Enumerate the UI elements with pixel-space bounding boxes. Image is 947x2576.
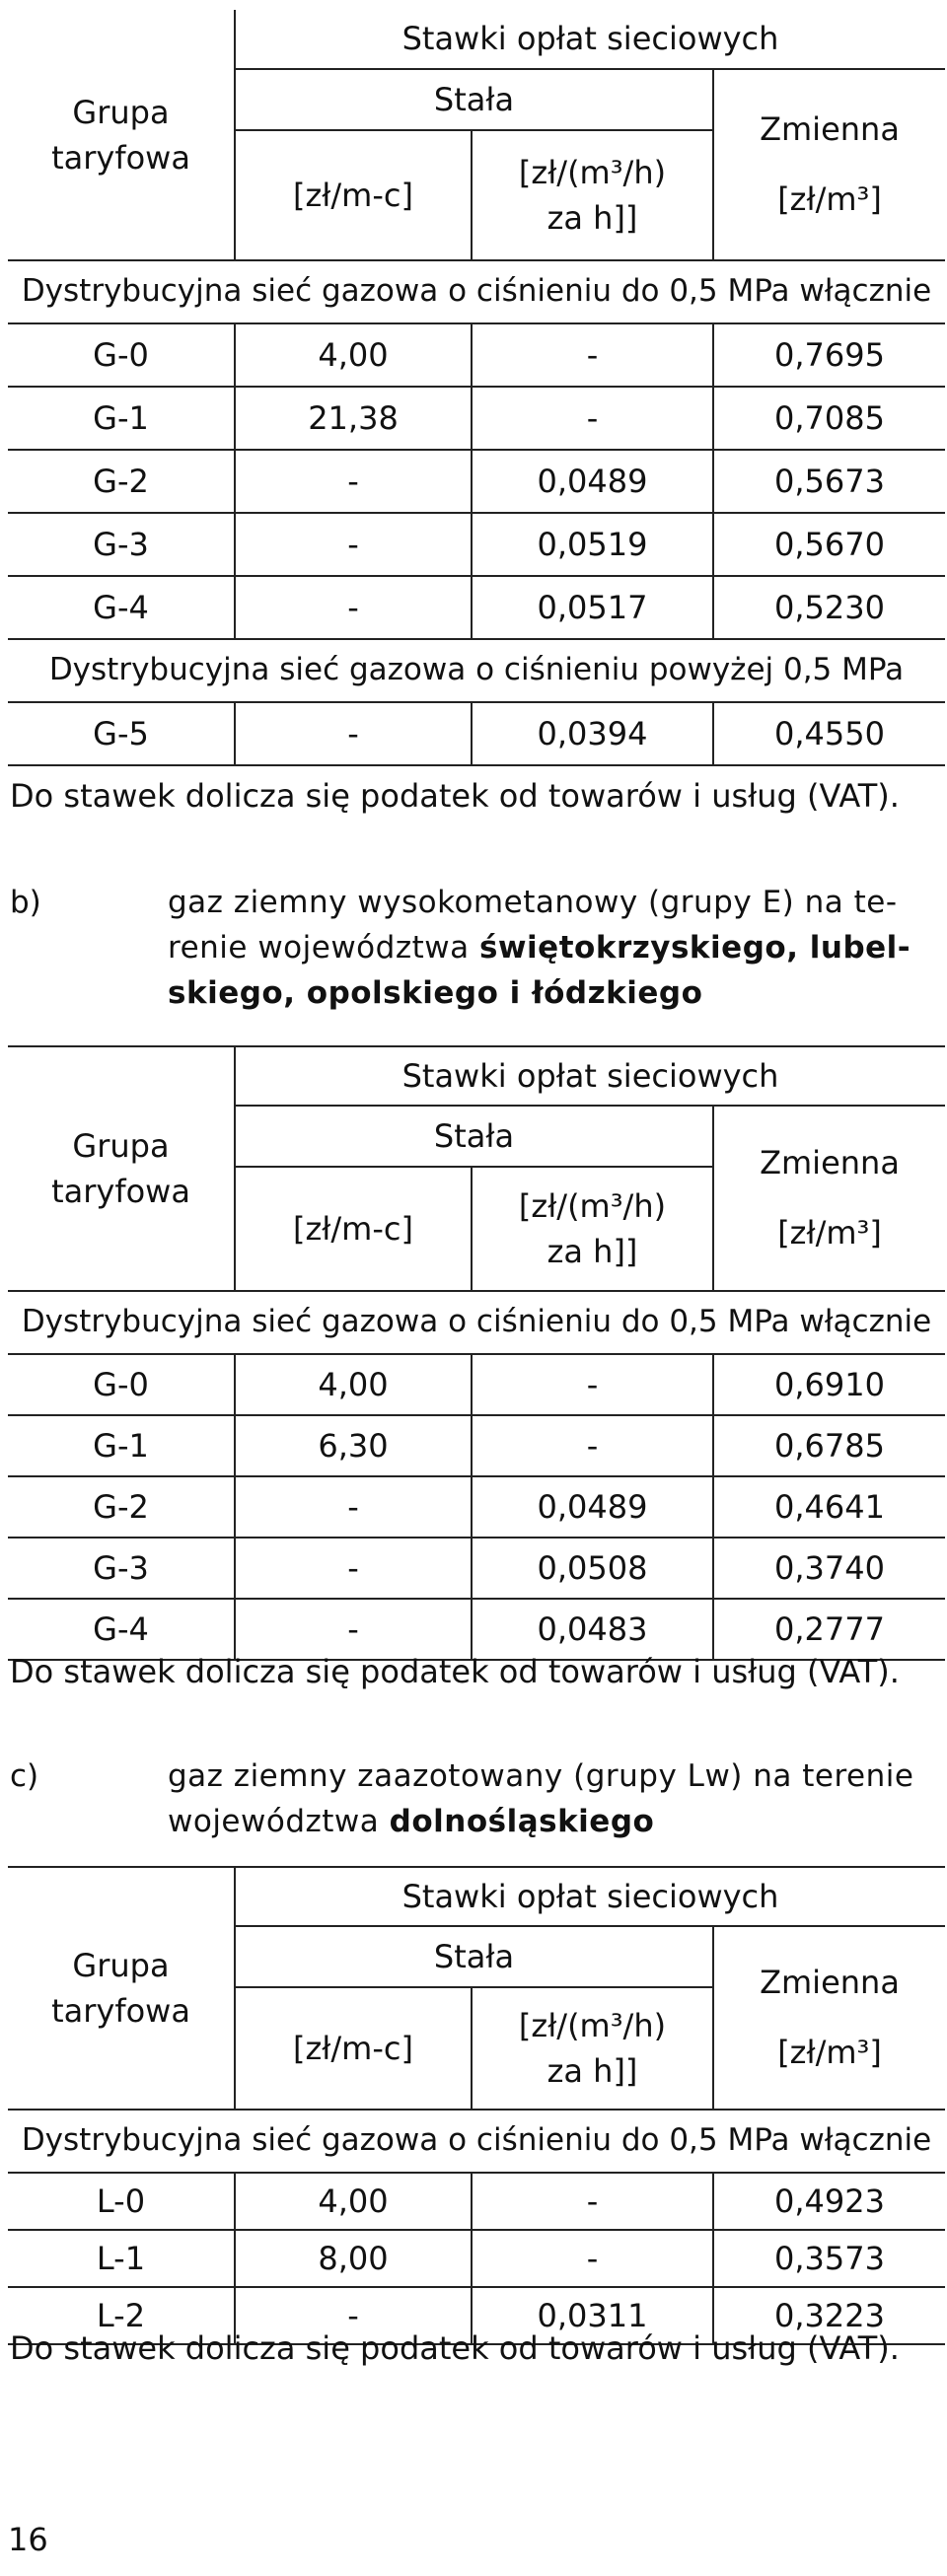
- cell-fixed-capacity: 0,0311: [472, 2287, 713, 2344]
- cell-group: G-1: [8, 387, 235, 450]
- section-c-letter: c): [10, 1758, 39, 1794]
- cell-group: G-0: [8, 323, 235, 387]
- table-row: [8, 1538, 945, 1599]
- table-row: [8, 2173, 945, 2230]
- cell-fixed-month: 4,00: [235, 2173, 472, 2230]
- header-unit-capacity: [zł/(m³/h) za h]]: [472, 1167, 713, 1291]
- header-variable: Zmienna [zł/m³]: [713, 1926, 945, 2110]
- cell-fixed-month: -: [235, 1599, 472, 1660]
- cell-group: G-2: [8, 1476, 235, 1538]
- cell-group: G-5: [8, 702, 235, 765]
- cell-fixed-capacity: 0,0483: [472, 1599, 713, 1660]
- table-row: [8, 450, 945, 513]
- cell-group: G-3: [8, 513, 235, 576]
- header-unit-month: [zł/m-c]: [235, 130, 472, 260]
- table-row: [8, 387, 945, 450]
- header-unit-capacity: [zł/(m³/h) za h]]: [472, 1987, 713, 2110]
- header-variable: Zmienna [zł/m³]: [713, 69, 945, 260]
- cell-fixed-capacity: -: [472, 387, 713, 450]
- cell-group: L-2: [8, 2287, 235, 2344]
- table-row: [8, 2230, 945, 2287]
- vat-note-a: Do stawek dolicza się podatek od towarów i usług (VAT).: [10, 777, 900, 815]
- cell-variable: 0,3740: [713, 1538, 945, 1599]
- table-row: [8, 1354, 945, 1415]
- cell-fixed-month: -: [235, 450, 472, 513]
- table-c-body: [8, 2110, 945, 2344]
- header-variable: Zmienna [zł/m³]: [713, 1106, 945, 1291]
- cell-group: G-4: [8, 1599, 235, 1660]
- header-rates: Stawki opłat sieciowych: [235, 1046, 945, 1106]
- header-rates: Stawki opłat sieciowych: [235, 1867, 945, 1926]
- cell-fixed-month: -: [235, 2287, 472, 2344]
- header-fixed: Stała: [235, 1926, 713, 1987]
- cell-variable: 0,4923: [713, 2173, 945, 2230]
- section-row: [8, 639, 945, 702]
- network-section-label: Dystrybucyjna sieć gazowa o ciśnieniu do 0,5 MPa włącznie: [8, 2110, 945, 2173]
- cell-variable: 0,4641: [713, 1476, 945, 1538]
- vat-note-c: Do stawek dolicza się podatek od towarów i usług (VAT).: [10, 2329, 900, 2367]
- cell-group: L-0: [8, 2173, 235, 2230]
- table-b-header: [8, 1046, 945, 1291]
- cell-fixed-month: 6,30: [235, 1415, 472, 1476]
- table-a-header: [8, 10, 945, 260]
- header-unit-volume: [zł/m³]: [777, 180, 882, 218]
- table-row: [8, 1599, 945, 1660]
- header-group: Grupa taryfowa: [8, 1046, 235, 1291]
- cell-fixed-month: -: [235, 513, 472, 576]
- header-group: Grupa taryfowa: [8, 1867, 235, 2110]
- cell-variable: 0,5230: [713, 576, 945, 639]
- cell-fixed-capacity: -: [472, 2230, 713, 2287]
- cell-group: G-3: [8, 1538, 235, 1599]
- header-unit-month: [zł/m-c]: [235, 1987, 472, 2110]
- table-c-header: [8, 1867, 945, 2110]
- table-row: [8, 513, 945, 576]
- cell-fixed-month: -: [235, 1476, 472, 1538]
- cell-fixed-capacity: 0,0508: [472, 1538, 713, 1599]
- cell-fixed-capacity: -: [472, 1415, 713, 1476]
- cell-fixed-capacity: 0,0489: [472, 1476, 713, 1538]
- table-b-body: [8, 1291, 945, 1660]
- page-number: 16: [8, 2521, 48, 2558]
- cell-variable: 0,4550: [713, 702, 945, 765]
- cell-fixed-month: -: [235, 1538, 472, 1599]
- section-c-heading: [10, 1753, 942, 1852]
- cell-fixed-capacity: 0,0519: [472, 513, 713, 576]
- cell-fixed-month: 8,00: [235, 2230, 472, 2287]
- tariff-table-b: [8, 1045, 945, 1661]
- table-row: [8, 576, 945, 639]
- cell-variable: 0,5673: [713, 450, 945, 513]
- cell-group: G-2: [8, 450, 235, 513]
- header-group: Grupa taryfowa: [8, 10, 235, 260]
- cell-variable: 0,5670: [713, 513, 945, 576]
- cell-fixed-month: 4,00: [235, 1354, 472, 1415]
- network-section-label: Dystrybucyjna sieć gazowa o ciśnieniu powyżej 0,5 MPa: [8, 639, 945, 702]
- cell-variable: 0,7085: [713, 387, 945, 450]
- table-a-body: [8, 260, 945, 765]
- section-b-heading: [10, 880, 942, 1028]
- header-unit-capacity: [zł/(m³/h) za h]]: [472, 130, 713, 260]
- header-unit-volume: [zł/m³]: [777, 2034, 882, 2071]
- cell-group: L-1: [8, 2230, 235, 2287]
- tariff-table-a: [8, 10, 945, 766]
- cell-fixed-month: -: [235, 702, 472, 765]
- header-fixed: Stała: [235, 1106, 713, 1167]
- header-unit-volume: [zł/m³]: [777, 1214, 882, 1252]
- network-section-label: Dystrybucyjna sieć gazowa o ciśnieniu do 0,5 MPa włącznie: [8, 260, 945, 323]
- section-b-region: świętokrzyskiego, lubel- skiego, opolskiego i łódzkiego: [168, 930, 911, 1011]
- tariff-table-c: [8, 1866, 945, 2345]
- header-unit-month: [zł/m-c]: [235, 1167, 472, 1291]
- cell-fixed-capacity: -: [472, 1354, 713, 1415]
- cell-group: G-1: [8, 1415, 235, 1476]
- header-rates: Stawki opłat sieciowych: [235, 10, 945, 69]
- vat-note-b: Do stawek dolicza się podatek od towarów i usług (VAT).: [10, 1653, 900, 1690]
- section-row: [8, 1291, 945, 1354]
- cell-variable: 0,7695: [713, 323, 945, 387]
- header-fixed: Stała: [235, 69, 713, 130]
- section-row: [8, 2110, 945, 2173]
- cell-fixed-month: 21,38: [235, 387, 472, 450]
- cell-group: G-4: [8, 576, 235, 639]
- table-row: [8, 323, 945, 387]
- cell-group: G-0: [8, 1354, 235, 1415]
- section-c-region: dolnośląskiego: [389, 1804, 655, 1839]
- section-b-text: gaz ziemny wysokometanowy (grupy E) na te- renie województwa świętokrzyskiego, lubel- skiego, opolskiego i łódzkiego: [168, 885, 911, 1011]
- network-section-label: Dystrybucyjna sieć gazowa o ciśnieniu do 0,5 MPa włącznie: [8, 1291, 945, 1354]
- table-row: [8, 1476, 945, 1538]
- cell-variable: 0,6785: [713, 1415, 945, 1476]
- section-c-text: gaz ziemny zaazotowany (grupy Lw) na terenie województwa dolnośląskiego: [168, 1758, 914, 1839]
- cell-fixed-month: 4,00: [235, 323, 472, 387]
- cell-variable: 0,3573: [713, 2230, 945, 2287]
- cell-variable: 0,6910: [713, 1354, 945, 1415]
- cell-fixed-capacity: 0,0394: [472, 702, 713, 765]
- cell-fixed-capacity: 0,0517: [472, 576, 713, 639]
- cell-variable: 0,2777: [713, 1599, 945, 1660]
- table-row: [8, 1415, 945, 1476]
- cell-fixed-month: -: [235, 576, 472, 639]
- cell-fixed-capacity: -: [472, 2173, 713, 2230]
- section-b-letter: b): [10, 885, 41, 920]
- section-row: [8, 260, 945, 323]
- cell-fixed-capacity: 0,0489: [472, 450, 713, 513]
- cell-variable: 0,3223: [713, 2287, 945, 2344]
- cell-fixed-capacity: -: [472, 323, 713, 387]
- table-row: [8, 702, 945, 765]
